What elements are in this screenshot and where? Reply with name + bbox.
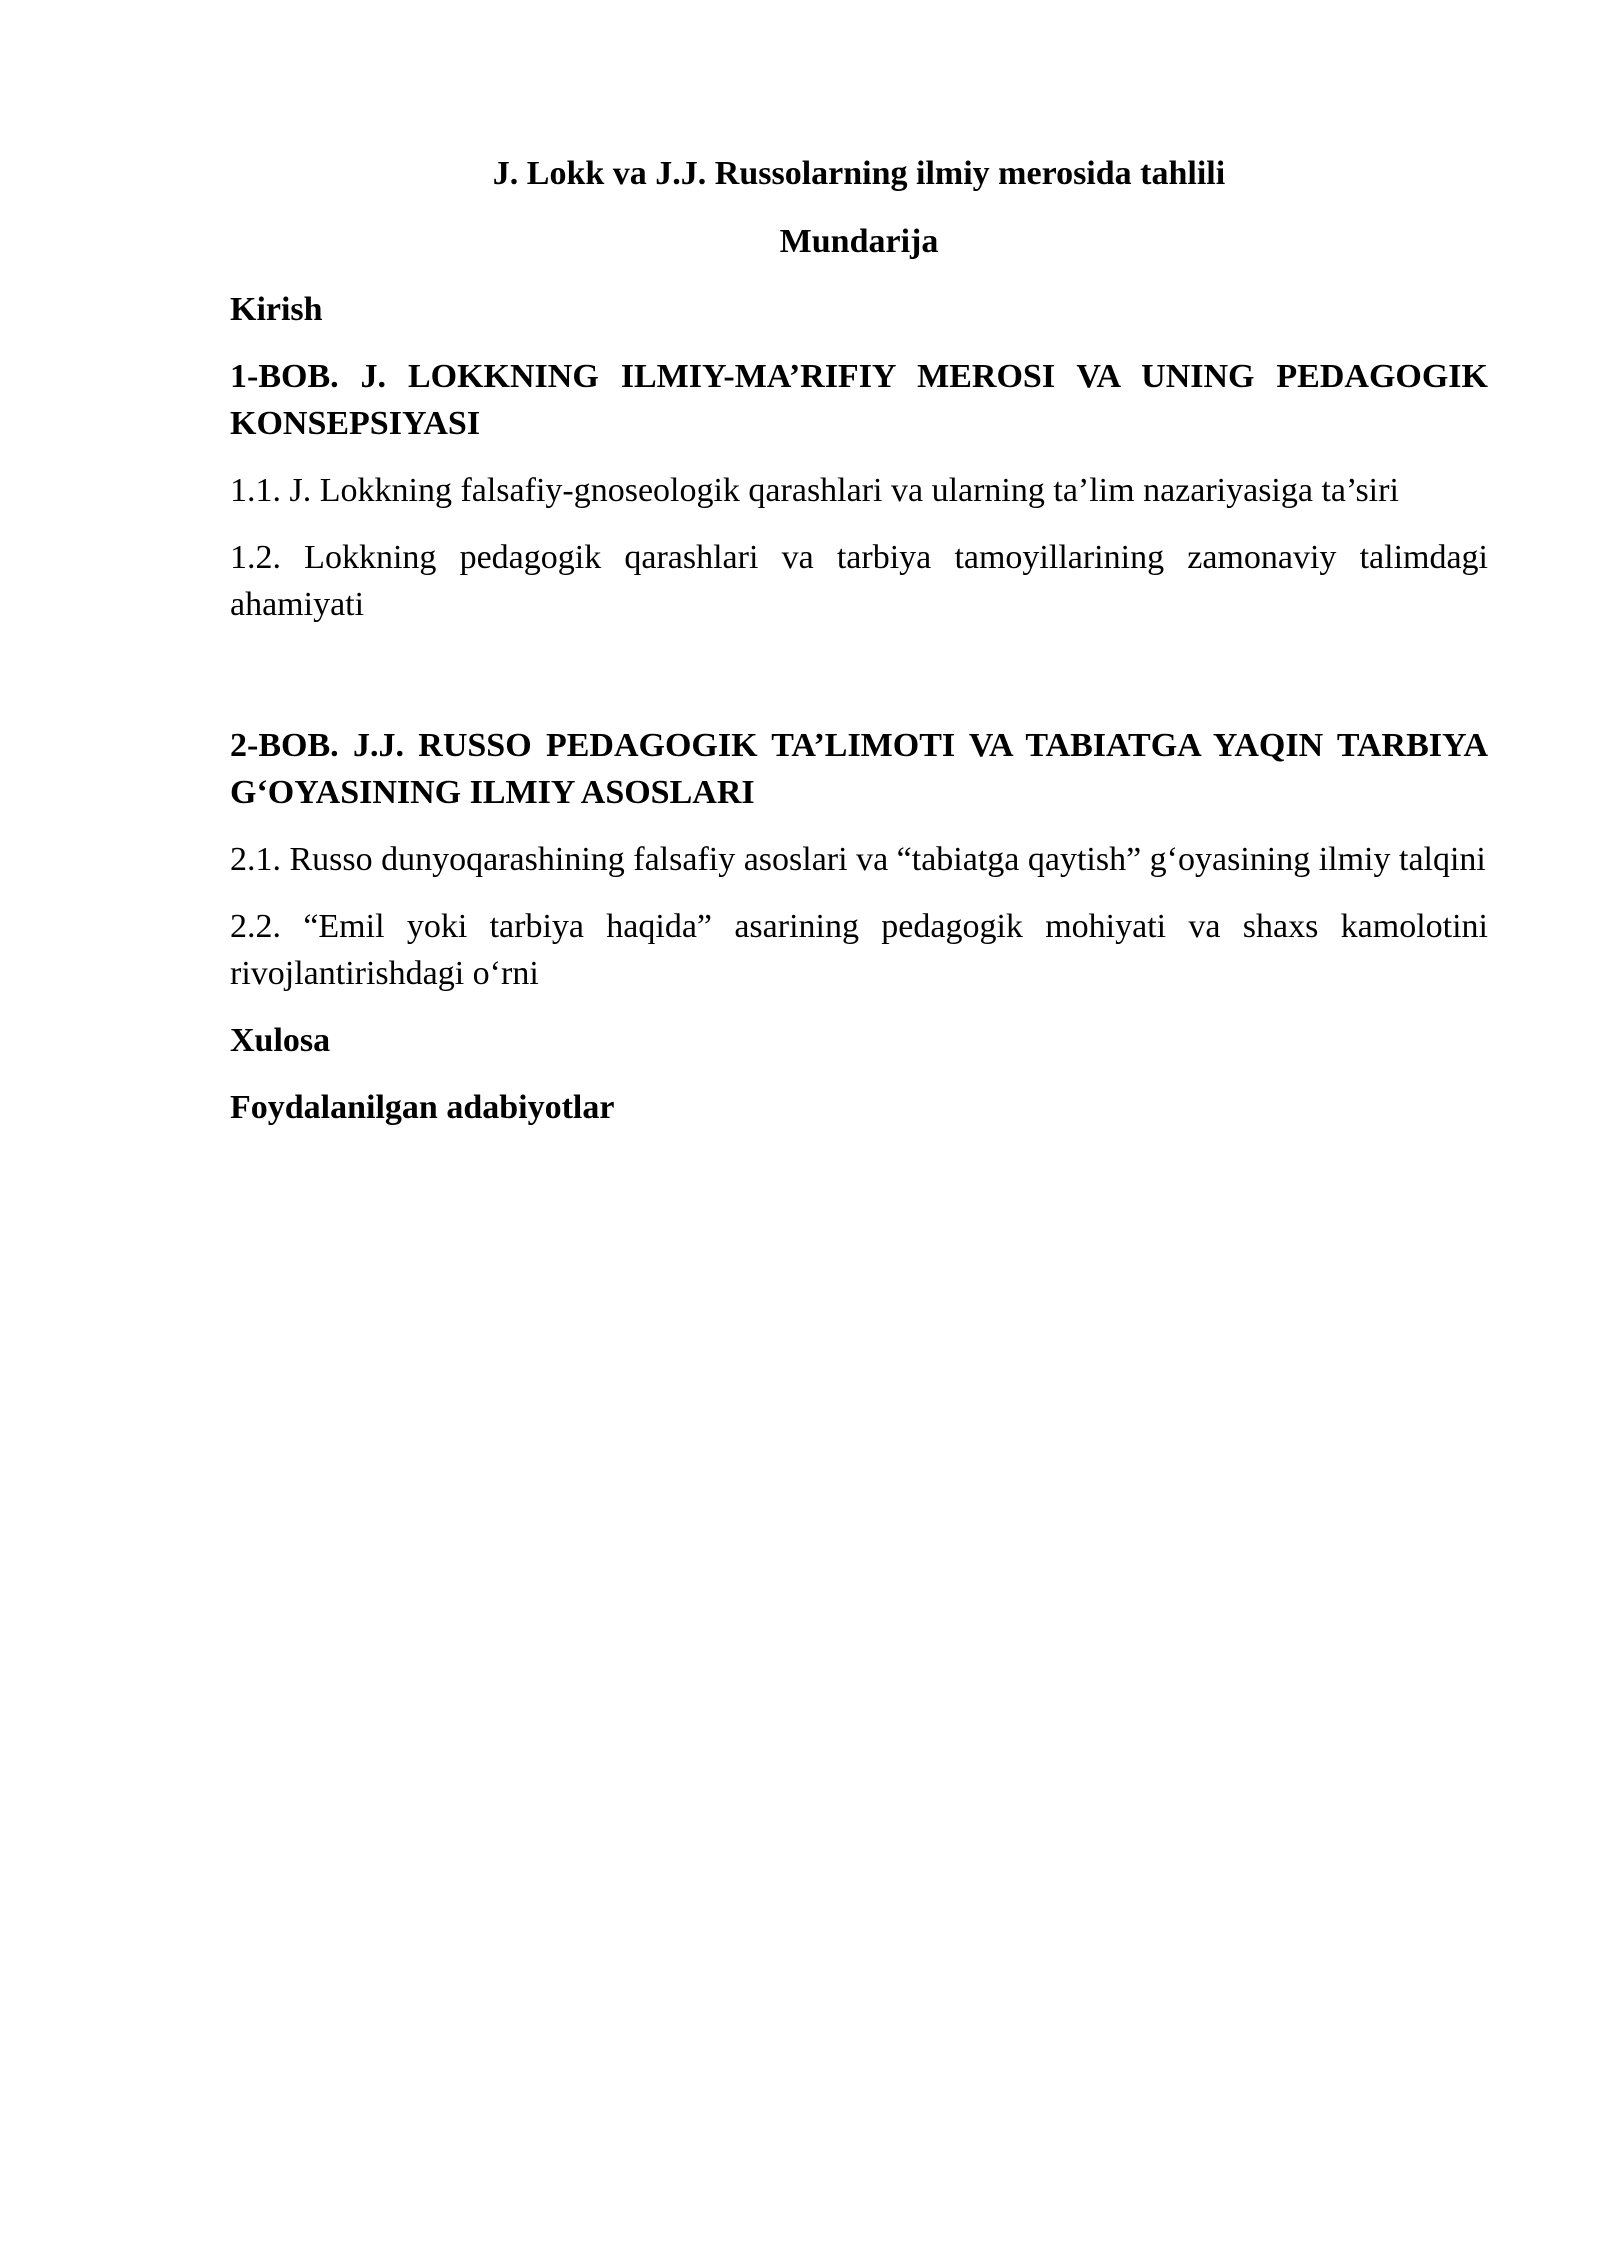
toc-entry-chapter-2: 2-BOB. J.J. RUSSO PEDAGOGIK TA’LIMOTI VA TABIATGA YAQIN TARBIYA G‘OYASINING ILMIY ASOSLARI xyxy=(230,727,1488,811)
toc-entry-section-2-2: 2.2. “Emil yoki tarbiya haqida” asarining pedagogik mohiyati va shaxs kamolotini rivojlantirishdagi o‘rni xyxy=(230,908,1488,992)
toc-entry-introduction: Kirish xyxy=(230,291,323,328)
toc-heading: Mundarija xyxy=(779,223,939,260)
toc-entry-section-2-1: 2.1. Russo dunyoqarashining falsafiy asoslari va “tabiatga qaytish” g‘oyasining ilmiy talqini xyxy=(230,841,1486,878)
toc-entry-section-1-1: 1.1. J. Lokkning falsafiy-gnoseologik qarashlari va ularning ta’lim nazariyasiga ta’siri xyxy=(230,472,1399,509)
toc-entry-references: Foydalanilgan adabiyotlar xyxy=(230,1089,615,1126)
document-title: J. Lokk va J.J. Russolarning ilmiy merosida tahlili xyxy=(492,155,1226,192)
document-page xyxy=(230,150,1488,1151)
toc-entry-section-1-2: 1.2. Lokkning pedagogik qarashlari va tarbiya tamoyillarining zamonaviy talimdagi ahamiyati xyxy=(230,539,1488,623)
toc-entry-chapter-1: 1-BOB. J. LOKKNING ILMIY-MA’RIFIY MEROSI VA UNING PEDAGOGIK KONSEPSIYASI xyxy=(230,358,1488,442)
toc-entry-conclusion: Xulosa xyxy=(230,1022,331,1059)
